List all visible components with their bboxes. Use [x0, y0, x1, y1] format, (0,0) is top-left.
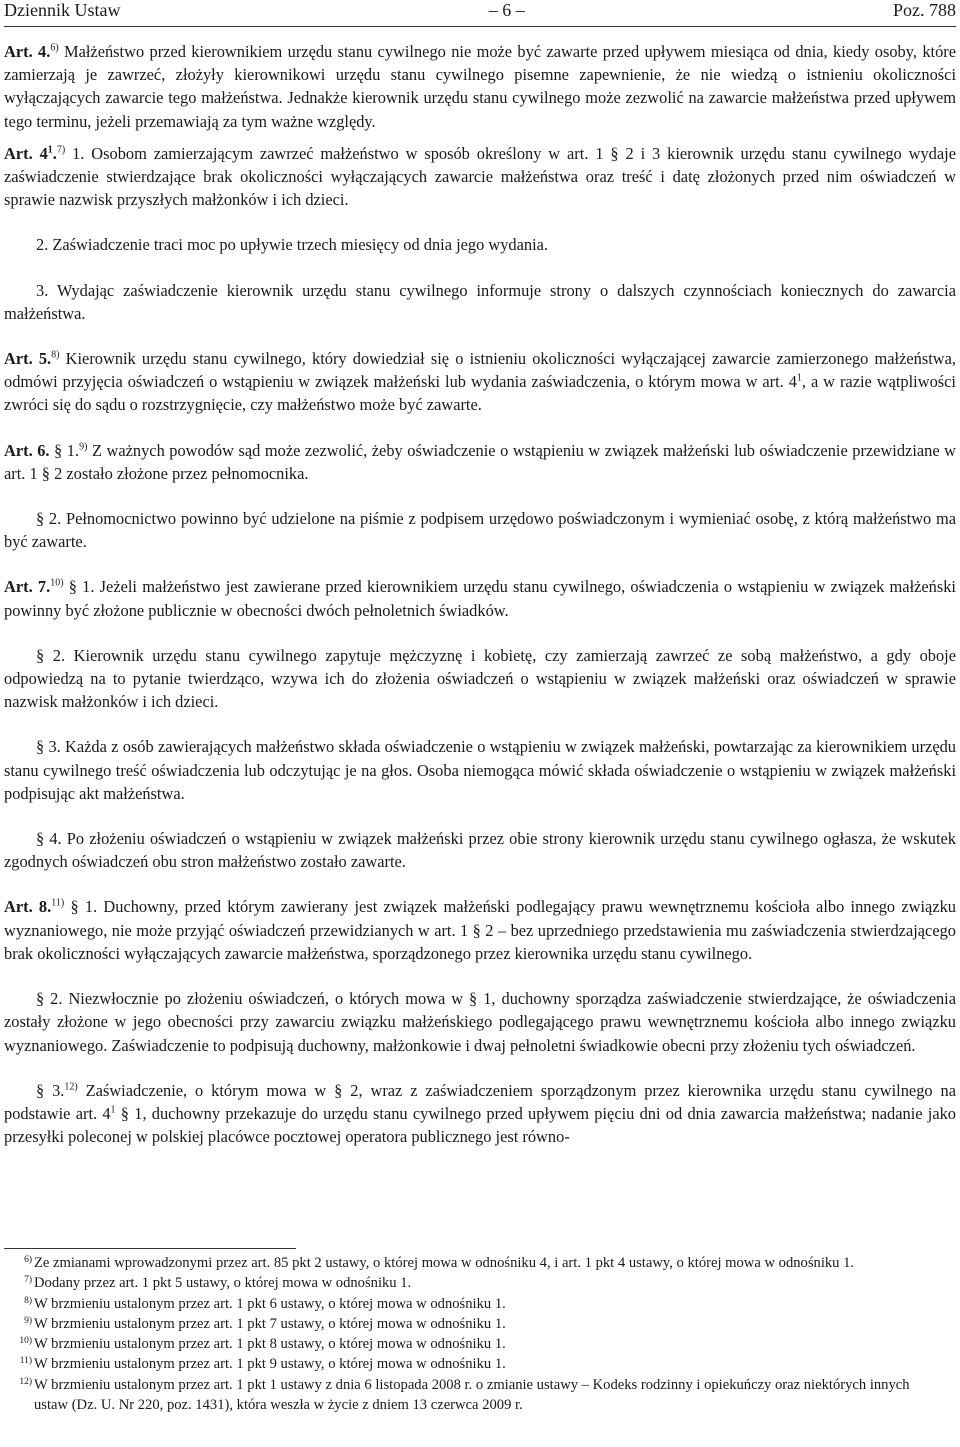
journal-title: Dziennik Ustaw: [4, 0, 121, 20]
article-4: [4, 40, 956, 133]
article-7-par-3: § 3. Każda z osób zawierających małżeństwo składa oświadczenie o wstąpieniu w związek małżeński, powtarzając za kierownikiem urzędu stanu cywilnego treść oświadczenia lub odczytując je na głos. Osoba niemogąca mówić składa oświadczenie o wstąpieniu w związek małżeński podpisując akt małżeństwa.: [4, 737, 956, 803]
footnote-text: W brzmieniu ustalonym przez art. 1 pkt 6 ustawy, o której mowa w odnośniku 1.: [34, 1295, 506, 1312]
footnote-ref-8[interactable]: 8): [51, 349, 60, 361]
article-4-text: Małżeństwo przed kierownikiem urzędu stanu cywilnego nie może być zawarte przed upływem miesiąca od dnia, kiedy osoby, które zamierzają je zawrzeć, złożyły kierownikowi urzędu stanu cywilnego pisemne zapewnienie, że nie wiedzą o istnieniu okoliczności wyłączających zawarcie tego małżeństwa. Jednakże kierownik urzędu stanu cywilnego może zezwolić na zawarcie małżeństwa przed upływem tego terminu, jeżeli przemawiają za tym ważne względy.: [4, 42, 956, 131]
article-4-label: Art. 4.: [4, 42, 51, 61]
article-5: Art. 5.$^{8)}$ Kierownik urzędu stanu cywilnego, który dowiedział się o istnieniu okoliczności wyłączającej zawarcie zamierzonego małżeństwa, odmówi przyjęcia oświadczeń o wstąpieniu w związek małżeński lub wydania zaświadczenia, o którym mowa w art. $4^1$, a w razie wątpliwości zwróci się do sądu o rozstrzygnięcie, czy małżeństwo może być zawarte.: [4, 349, 956, 415]
footnotes: [4, 1253, 932, 1415]
footnote-text: W brzmieniu ustalonym przez art. 1 pkt 1 ustawy z dnia 6 listopada 2008 r. o zmianie ustawy – Kodeks rodzinny i opiekuńczy oraz niektórych innych ustaw (Dz. U. Nr 220, poz. 1431), która weszła w życie z dniem 13 czerwca 2009 r.: [34, 1376, 910, 1414]
article-7-par-1: Art. 7.$^{10)}$ § 1. Jeżeli małżeństwo jest zawierane przed kierownikiem urzędu stanu cywilnego, oświadczenia o wstąpieniu w związek małżeński powinny być złożone publicznie w obecności dwóch pełnoletnich świadków.: [4, 577, 956, 620]
footnote-ref-10[interactable]: 10): [50, 577, 64, 589]
footnote-text: W brzmieniu ustalonym przez art. 1 pkt 8 ustawy, o której mowa w odnośniku 1.: [34, 1336, 506, 1353]
article-4-1-par-3: 3. Wydając zaświadczenie kierownik urzędu stanu cywilnego informuje strony o dalszych czynnościach koniecznych do zawarcia małżeństwa.: [4, 280, 956, 323]
footnote-text: W brzmieniu ustalonym przez art. 1 pkt 9 ustawy, o której mowa w odnośniku 1.: [34, 1356, 506, 1373]
footnote-item: [4, 1314, 932, 1334]
article-6-par-1: Art. 6. § 1.$^{9)}$ Z ważnych powodów sąd może zezwolić, żeby oświadczenie o wstąpieniu w związek małżeński lub oświadczenie przewidziane w art. 1 § 2 zostało złożone przez pełnomocnika.: [4, 440, 956, 483]
footnote-text: Ze zmianami wprowadzonymi przez art. 85 pkt 2 ustawy, o której mowa w odnośniku 4, i art. 1 pkt 4 ustawy, o której mowa w odnośniku 1.: [34, 1255, 855, 1271]
footnote-item: [4, 1334, 932, 1354]
article-8-par-1: Art. 8.$^{11)}$ § 1. Duchowny, przed którym zawierany jest związek małżeński podlegający prawu wewnętrznemu kościoła albo innego związku wyznaniowego, nie może przyjąć oświadczeń przewidzianych w art. 1 § 2 – bez uprzedniego przedstawienia mu zaświadczenia stwierdzającego brak okoliczności wyłączających zawarcie małżeństwa, sporządzonego przez kierownika urzędu stanu cywilnego.: [4, 897, 956, 963]
article-6-label: Art. 6.: [4, 440, 50, 460]
article-4-1-par-1: [4, 142, 956, 212]
footnote-mark: 11): [19, 1356, 32, 1367]
document-body: [4, 40, 956, 1170]
footnote-text: W brzmieniu ustalonym przez art. 1 pkt 7 ustawy, o której mowa w odnośniku 1.: [34, 1315, 506, 1332]
article-7-label: Art. 7.: [4, 577, 51, 597]
article-7-par-2: § 2. Kierownik urzędu stanu cywilnego zapytuje mężczyznę i kobietę, czy zamierzają zawrzeć ze sobą małżeństwo, a gdy oboje odpowiedzą na to pytanie twierdząco, wzywa ich do złożenia oświadczeń o wstąpieniu w związek małżeński oraz oświadczeń w sprawie nazwisk małżonków i ich dzieci.: [4, 645, 956, 712]
footnote-mark: 10): [19, 1336, 32, 1347]
footnote-text: Dodany przez art. 1 pkt 5 ustawy, o której mowa w odnośniku 1.: [34, 1275, 412, 1292]
footnote-item: [4, 1375, 932, 1416]
article-4-1-par-2: 2. Zaświadczenie traci moc po upływie trzech miesięcy od dnia jego wydania.: [36, 235, 549, 255]
position-number: Poz. 788: [892, 0, 956, 20]
article-8-label: Art. 8.: [4, 897, 52, 917]
footnote-ref-7[interactable]: 7): [56, 144, 66, 156]
page-header: [4, 0, 956, 27]
article-5-label: Art. 5.: [4, 349, 52, 369]
footnote-item: [4, 1354, 932, 1374]
footnote-ref-12[interactable]: 12): [64, 1081, 78, 1093]
footnote-mark: 6): [24, 1255, 32, 1265]
article-4-1-label: Art. $4^1$.: [4, 143, 57, 163]
footnote-mark: 7): [24, 1275, 32, 1286]
footnote-mark: 8): [24, 1295, 32, 1306]
footnote-item: [4, 1273, 932, 1293]
footnote-ref-9[interactable]: 9): [79, 441, 88, 453]
article-6-par-2: § 2. Pełnomocnictwo powinno być udzielone na piśmie z podpisem urzędowo poświadczonym i wymieniać osobę, z którą małżeństwo ma być zawarte.: [4, 509, 956, 552]
footnote-ref-11[interactable]: 11): [51, 898, 65, 910]
article-7-par-4: § 4. Po złożeniu oświadczeń o wstąpieniu w związek małżeński przez obie strony kierownik urzędu stanu cywilnego ogłasza, że wskutek zgodnych oświadczeń obu stron małżeństwo zostało zawarte.: [4, 829, 956, 872]
footnote-mark: 9): [24, 1315, 32, 1326]
footnote-divider: [4, 1248, 296, 1249]
footnote-item: [4, 1253, 932, 1273]
page-number: – 6 –: [488, 0, 525, 20]
article-8-par-3: § 3.$^{12)}$ Zaświadczenie, o którym mowa w § 2, wraz z zaświadczeniem sporządzonym przez kierownika urzędu stanu cywilnego na podstawie art. $4^1$ § 1, duchowny przekazuje do urzędu stanu cywilnego przed upływem pięciu dni od dnia zawarcia małżeństwa; nadanie jako przesyłki poleconej w polskiej placówce pocztowej operatora publicznego jest równo-: [4, 1080, 956, 1147]
article-8-par-2: § 2. Niezwłocznie po złożeniu oświadczeń, o których mowa w § 1, duchowny sporządza zaświadczenie stwierdzające, że oświadczenia zostały złożone w jego obecności przy zawarciu związku małżeńskiego podlegającego prawu wewnętrznemu kościoła albo innego związku wyznaniowego. Zaświadczenie to podpisują duchowny, małżonkowie i dwaj pełnoletni świadkowie obecni przy złożeniu tych oświadczeń.: [4, 989, 956, 1055]
article-4-1-par-1-text: 1. Osobom zamierzającym zawrzeć małżeństwo w sposób określony w art. 1 § 2 i 3 kierownik urzędu stanu cywilnego wydaje zaświadczenie stwierdzające brak okoliczności wyłączających zawarcie małżeństwa oraz treść i datę złożonych przed nim oświadczeń w sprawie nazwisk przyszłych małżonków i ich dzieci.: [4, 143, 956, 210]
footnote-ref-6[interactable]: 6): [50, 42, 59, 54]
footnote-mark: 12): [19, 1376, 32, 1387]
footnote-item: [4, 1294, 932, 1314]
